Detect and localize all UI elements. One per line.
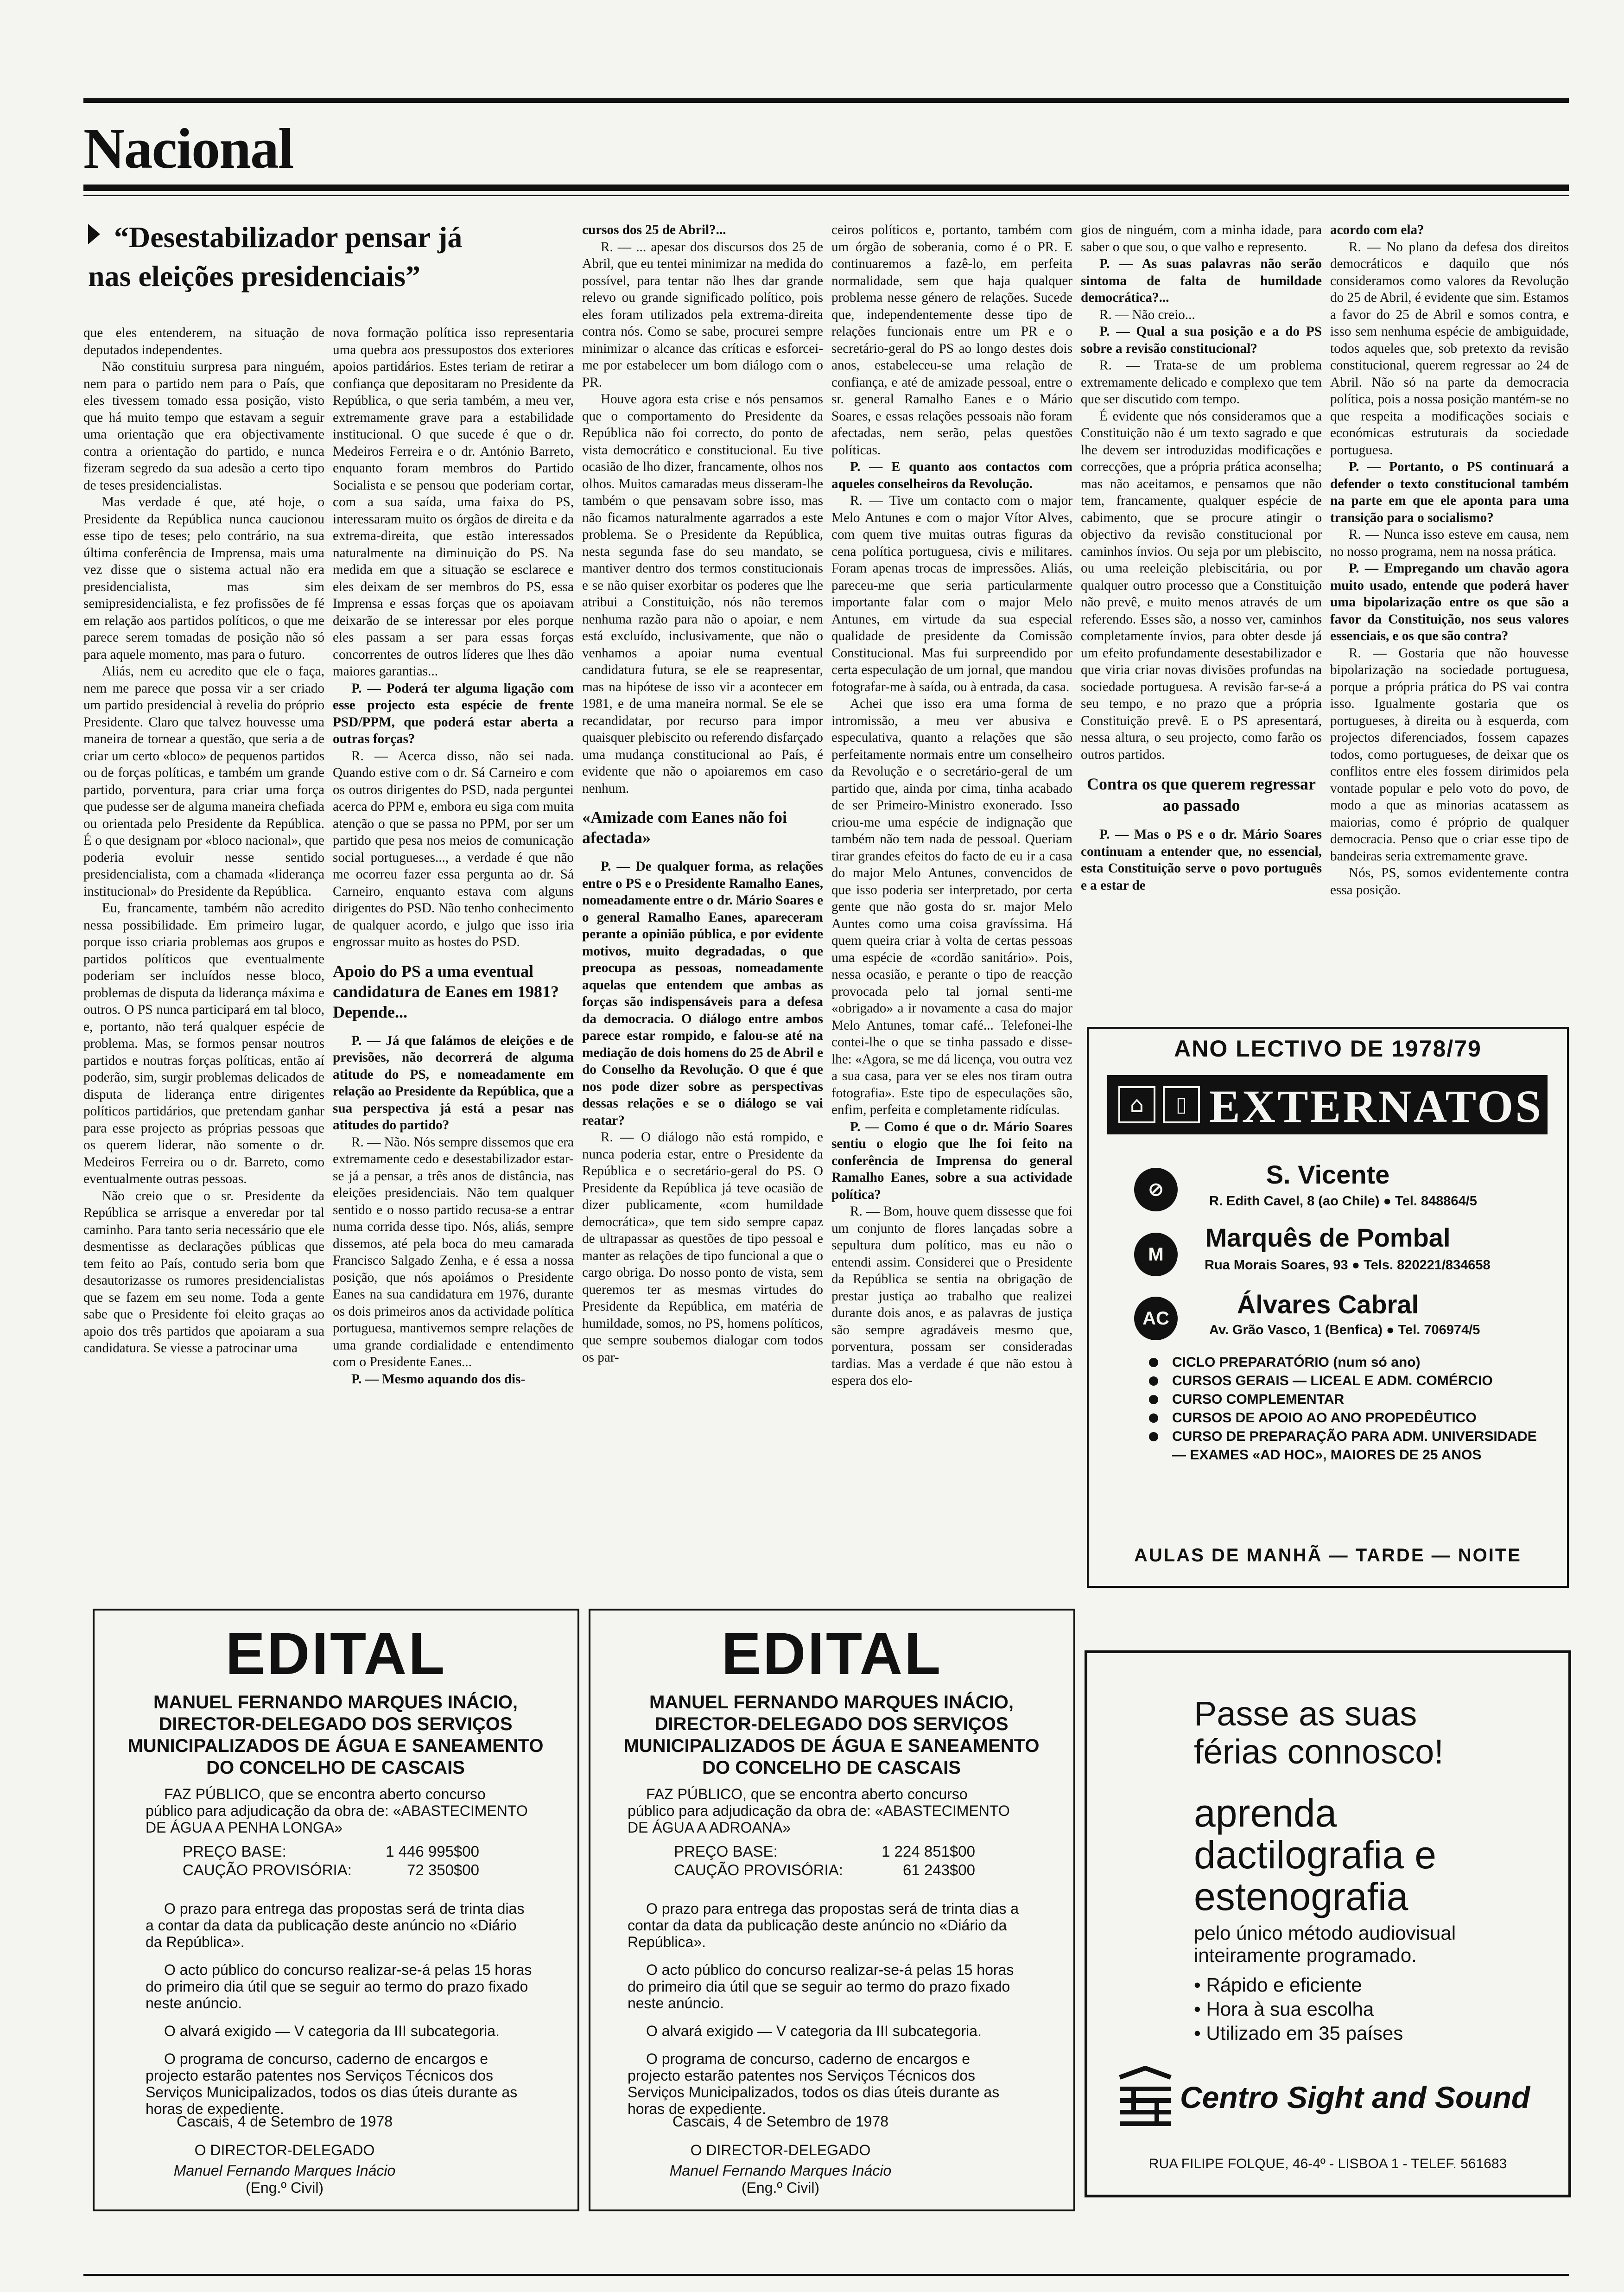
article-column-3: [582, 222, 823, 1575]
paragraph: Mas verdade é que, até hoje, o Presidente da República nunca caucionou esse tipo de teses; pelo contrário, na sua última conferência de Imprensa, mais uma vez disse que o sistema actual não era presidencialista, mas sim semipresidencialista, e fez profissões de fé em relação aos partidos políticos, o que me parece serem tomadas de posição não só para aquele momento, mas para o futuro.: [83, 495, 324, 662]
course-line: aprenda: [1194, 1791, 1337, 1835]
paragraph: R. — O diálogo não está rompido, e nunca poderia estar, entre o Presidente da República e o secretário-geral do PS. O Presidente da República já teve ocasião de dizer publicamente, «com humildade democrática», que tem sido sempre capaz de ultrapassar as questões de tipo pessoal e manter as relações de tipo funcional a que o cargo obriga. Do nosso ponto de vista, sem queremos ter as mesmas virtudes do Presidente da República, em matéria de humildade, somos, no PS, homens políticos, que sempre soubemos dialogar com todos os par-: [582, 1130, 823, 1365]
s-vicente-logo-icon: ⊘: [1134, 1168, 1178, 1211]
edital-footer: [637, 2111, 924, 2195]
externatos-ad: [1087, 1027, 1569, 1588]
edital-title: EDITAL: [721, 1621, 943, 1687]
course-line: estenografia: [1194, 1875, 1408, 1918]
paragraph: gios de ninguém, com a minha idade, para saber o que sou, o que valho e represento.: [1081, 223, 1322, 255]
paragraph: R. — ... apesar dos discursos dos 25 de Abril, que eu tentei minimizar na medida do possível, para tentar não lhes dar grande relevo ou grande significado político, pois eles foram utilizados pela extrema-direita contra nós. Como se sabe, procurei sempre minimizar o alcance das críticas e esforcei-me por estabelecer um bom diálogo com o PR.: [582, 239, 823, 390]
paragraph: É evidente que nós consideramos que a Constituição não é um texto sagrado e que lhe devem ser introduzidas modificações e correcções, que a própria prática aconselha; mas não aceitamos, e pensamos que não tem, francamente, qualquer espécie de cabimento, que se procure atingir o objectivo da revisão constitucional por caminhos ínvios. Ou seja por um plebiscito, ou uma reeleição plebiscitária, ou por qualquer outro processo que a Constituição não prevê, e muito menos através de um referendo. Esses são, a nosso ver, caminhos completamente ínvios, para obter desde já um efeito profundamente desestabilizador e que viria criar novas divisões profundas na sociedade portuguesa. A revisão far-se-á a seu tempo, e no prazo que a própria Constituição prevê. E o PS apresentará, nessa altura, o seu projecto, como farão os outros partidos.: [1081, 408, 1322, 762]
question: P. — Como é que o dr. Mário Soares sentiu o elogio que lhe foi feito na conferência de Imprensa do general Ramalho Eanes, sobre a sua actividade política?: [831, 1119, 1072, 1202]
paragraph: O prazo para entrega das propostas será de trinta dias a contar da data da publicação deste anúncio no «Diário da República».: [628, 1900, 1019, 1950]
article-column-5: [1081, 222, 1322, 1033]
edital-role: O DIRECTOR-DELEGADO: [690, 2142, 871, 2158]
list-item: • Hora à sua escolha: [1194, 1998, 1374, 2020]
question: P. — Qual a sua posição e a do PS sobre a revisão constitucional?: [1081, 324, 1322, 356]
paragraph: Nós, PS, somos evidentemente contra essa posição.: [1330, 866, 1569, 898]
question: P. — Empregando um chavão agora muito usado, entende que poderá haver uma bipolarização entre os que são a favor da Constituição, nos seus valores essenciais, e os que são contra?: [1330, 561, 1569, 643]
deposit-label: CAUÇÃO PROVISÓRIA:: [183, 1861, 352, 1878]
section-rule-thin: [83, 195, 1569, 196]
centro-bullets: [1194, 1973, 1403, 2045]
deposit-label: CAUÇÃO PROVISÓRIA:: [674, 1861, 843, 1878]
edital-body: [628, 1900, 1026, 2128]
price-label: PREÇO BASE:: [183, 1843, 286, 1860]
course-line: dactilografia e: [1194, 1833, 1436, 1877]
paragraph: O alvará exigido — V categoria da III subcategoria.: [164, 2023, 500, 2039]
question: cursos dos 25 de Abril?...: [582, 223, 726, 237]
book-logo-icon: ▯: [1163, 1086, 1200, 1123]
externatos-brand-band: [1107, 1075, 1548, 1134]
paragraph: R. — Nunca isso esteve em causa, nem no nosso programa, nem na nossa prática.: [1330, 527, 1569, 559]
paragraph: nova formação política isso representaria uma quebra aos pressupostos dos exteriores apoios partidários. Estes teriam de retirar a confiança que depositaram no Presidente da República, o que seria também, a meu ver, extremamente grave para a estabilidade institucional. O que sucede é que o dr. Medeiros Ferreira e o dr. António Barreto, enquanto foram membros do Partido Socialista e se pensou que poderiam cortar, com a sua saída, uma faixa do PS, interessaram muito os órgãos de direita e da extrema-direita, que estão interessados naturalmente na diminuição do PS. Na medida em que a situação se esclarece e eles deixam de ser membros do PS, essa Imprensa e essas forças que os apoiavam deixarão de se interessar por eles porque eles passam a ser para essas forças concorrentes de outros líderes que lhes dão maiores garantias...: [333, 325, 574, 679]
question: P. — Mas o PS e o dr. Mário Soares continuam a entender que, no essencial, esta Constituição serve o povo português e a estar de: [1081, 827, 1322, 893]
paragraph: O acto público do concurso realizar-se-á pelas 15 horas do primeiro dia útil que se seguir ao termo do prazo fixado neste anúncio.: [146, 1961, 532, 2012]
externatos-year: ANO LECTIVO DE 1978/79: [1174, 1036, 1482, 1062]
paragraph: O programa de concurso, caderno de encargos e projecto estarão patentes nos Serviços Técnicos dos Serviços Municipalizados, todos os dias úteis durante as horas de expediente.: [628, 2050, 1000, 2117]
headline-line: Passe as suas: [1194, 1694, 1417, 1733]
edital-heading: MANUEL FERNANDO MARQUES INÁCIO, DIRECTOR-DELEGADO DOS SERVIÇOS MUNICIPALIZADOS DE ÁGUA E SANEAMENTO DO CONCELHO DE CASCAIS: [623, 1692, 1040, 1778]
paragraph: O alvará exigido — V categoria da III subcategoria.: [646, 2023, 982, 2039]
deposit-value: 61 243$00: [903, 1861, 975, 1878]
question: P. — Portanto, o PS continuará a defender o texto constitucional também na parte em que ele aponta para uma transição para o socialismo?: [1330, 459, 1569, 525]
edital-footer: [141, 2111, 428, 2195]
paragraph: R. — Gostaria que não houvesse bipolarização na sociedade portuguesa, porque a própria prática do PS vai contra isso. Igualmente gostaria que os portugueses, à direita ou à esquerda, com projectos diferenciados, fossem capazes todos, como portugueses, de deixar que os conflitos entre eles fossem dirimidos pela vontade popular e pelo voto do povo, de modo a que as minorias acatassem as maiorias, como é próprio de qualquer democracia. Penso que o criar esse tipo de bandeiras seria extremamente grave.: [1330, 645, 1569, 864]
alvares-cabral-logo-icon: AC: [1134, 1297, 1178, 1340]
price-value: 1 446 995$00: [386, 1843, 479, 1860]
paragraph: Eu, francamente, também não acredito nessa possibilidade. Em primeiro lugar, porque isso criaria problemas aos grupos e partidos políticos que eventualmente poderiam ser incluídos nesse bloco, problemas de disputa da liderança máxima e outros. O PS nunca participará em tal bloco, e, portanto, não terá qualquer espécie de problema. Mas, se formos pensar noutros partidos e noutras forças políticas, então aí poderão, sim, surgir problemas delicados de disputa de liderança entre dirigentes políticos partidários, que pretendam ganhar para esse projecto as próprias pessoas que os querem liderar, não somente o dr. Medeiros Ferreira ou o dr. Barreto, como eventualmente outras pessoas.: [83, 901, 324, 1186]
edital-body: [146, 1900, 535, 2128]
triangle-marker-icon: [88, 224, 100, 244]
question: P. — Mesmo aquando dos dis-: [351, 1371, 526, 1387]
section-title: Nacional: [83, 117, 293, 180]
paragraph: O acto público do concurso realizar-se-á pelas 15 horas do primeiro dia útil que se seguir ao termo do prazo fixado neste anúncio.: [628, 1961, 1014, 2012]
top-rule: [83, 98, 1569, 103]
school-name: Álvares Cabral: [1237, 1290, 1419, 1319]
paragraph: ceiros políticos e, portanto, também com um órgão de soberania, como é o PR. E continuaremos a fazê-lo, em perfeita normalidade, sem que haja qualquer problema nesse género de relações. Sucede que, independentemente desse tipo de relações funcionais entre um PR e o secretário-geral do PS ao longo destes dois anos, estabeleceu-se uma relação de confiança, e até de amizade pessoal, entre o sr. general Ramalho Eanes e o Mário Soares, e essas relações pessoais não foram afectadas, nem serão, pelas questões políticas.: [831, 223, 1072, 458]
article-column-4: [831, 222, 1072, 1575]
paragraph: Não constituiu surpresa para ninguém, nem para o partido nem para o País, que eles tivessem tomado essa posição, visto que há muito tempo que estavam a seguir uma orientação que era objectivamente contra a orientação do partido, e nunca fizeram segredo da sua adesão a certo tipo de teses presidencialistas.: [83, 359, 324, 493]
subheading: «Amizade com Eanes não foi afectada»: [582, 808, 787, 847]
headline-line: férias connosco!: [1194, 1732, 1444, 1771]
centro-logo-icon: [1115, 2066, 1175, 2126]
question: P. — Poderá ter alguma ligação com esse projecto esta espécie de frente PSD/PPM, que poderá estar aberta a outras forças?: [333, 681, 574, 746]
centro-headline: [1194, 1695, 1444, 1771]
centro-method: [1194, 1922, 1456, 1967]
school-address: Rua Morais Soares, 93 ● Tels. 820221/834658: [1205, 1258, 1491, 1273]
school-address: Av. Grão Vasco, 1 (Benfica) ● Tel. 706974/5: [1209, 1323, 1480, 1337]
paragraph: R. — Não. Nós sempre dissemos que era extremamente cedo e desestabilizador estar-se já a pensar, a três anos de distância, nas eleições presidenciais. Não tem qualquer sentido e o nosso partido recusa-se a entrar numa corrida desse tipo. Nós, aliás, sempre dissemos, até pela boca do meu camarada Francisco Salgado Zenha, e é essa a nossa posição, que nós apoiámos o Presidente Eanes na sua candidatura em 1976, durante os dois primeiros anos da actividade política portuguesa, mantivemos sempre relações de uma grande cordialidade e entendimento com o Presidente Eanes...: [333, 1134, 574, 1369]
question: P. — E quanto aos contactos com aqueles conselheiros da Revolução.: [831, 459, 1072, 491]
paragraph: Aliás, nem eu acredito que ele o faça, nem me parece que possa vir a ser criado um partido presidencial à revelia do próprio Presidente. Claro que talvez houvesse uma maneira de tornear a questão, que seria a de criar um certo «bloco» de pequenos partidos ou de forças políticas, e também um grande partido, porventura, para criar uma força que pudesse ser de alguma maneira chefiada ou orientada pelo Presidente da República. É o que designam por «bloco nacional», que poderia evoluir nesse sentido presidencialista, com a chamada «liderança institucional» do Presidente da República.: [83, 664, 324, 899]
deposit-value: 72 350$00: [407, 1861, 479, 1878]
edital-price-table: [183, 1842, 479, 1879]
edital-ad-1: [93, 1609, 579, 2211]
paragraph: Não creio que o sr. Presidente da República se arrisque a enveredar por tal caminho. Para tanto seria necessário que ele desmentisse as declarações públicas que tem feito ao País, contudo seria bom que desautorizasse os rumores presidencialistas que se fazem em seu nome. Toda a gente sabe que o Presidente foi eleito graças ao apoio dos três partidos que apoiaram a sua candidatura. Se viesse a patrocinar uma: [83, 1188, 324, 1356]
edital-intro: FAZ PÚBLICO, que se encontra aberto concurso público para adjudicação da obra de: «ABASTECIMENTO DE ÁGUA A ADROANA»: [628, 1786, 1010, 1836]
paragraph: O prazo para entrega das propostas será de trinta dias a contar da data da publicação deste anúncio no «Diário da República».: [146, 1900, 525, 1950]
list-item: CURSOS DE APOIO AO ANO PROPEDÊUTICO: [1149, 1409, 1548, 1427]
edital-price-table: [674, 1842, 975, 1879]
centro-brand: Centro Sight and Sound: [1180, 2080, 1530, 2114]
list-item: CICLO PREPARATÓRIO (num só ano): [1149, 1353, 1548, 1372]
price-label: PREÇO BASE:: [674, 1843, 778, 1860]
question: P. — Já que falámos de eleições e de previsões, não decorrerá de alguma atitude do PS, e nomeadamente em relação ao Presidente da República, que a sua perspectiva já está a pesar nas atitudes do partido?: [333, 1033, 574, 1133]
section-rule: [83, 185, 1569, 191]
externatos-brand: EXTERNATOS: [1209, 1081, 1543, 1132]
price-value: 1 224 851$00: [882, 1843, 975, 1860]
article-column-6: [1330, 222, 1569, 1033]
paragraph: R. — Tive um contacto com o major Melo Antunes e com o major Vítor Alves, com quem tive muitas outras figuras da cena política portuguesa, civis e militares. Foram apenas trocas de impressões. Aliás, pareceu-me que seria particularmente importante falar com o major Melo Antunes, em virtude da sua especial qualidade de presidente da Comissão Constitucional. Mas fui surpreendido por certa especulação de um jornal, que mandou fotografar-me à saída, ou à entrada, da casa.: [831, 493, 1072, 694]
centro-sight-sound-ad: [1085, 1650, 1571, 2197]
centro-course-text: [1194, 1792, 1436, 1917]
article-column-2: [333, 325, 574, 1576]
edital-title: EDITAL: [225, 1621, 447, 1687]
paragraph: Achei que isso era uma forma de intromissão, a meu ver abusiva e especulativa, quanto a relações que são perfeitamente normais entre um conselheiro da Revolução e o secretário-geral de um partido que, ainda por cima, tinha acabado de ser Primeiro-Ministro exonerado. Isso criou-me uma espécie de indignação que também não tem nada de pessoal. Queriam tirar grandes efeitos do facto de eu ir a casa do major Melo Antunes, convencidos de que isso poderia ser interpretado, por certa gente que não gosta do sr. major Melo Auntes como uma coisa gravíssima. Há quem queira criar à volta de certas pessoas uma espécie de «cordão sanitário». Pois, nessa ocasião, e perante o tipo de reacção provocada pelo tal jornal senti-me «obrigado» a ir novamente a casa do major Melo Antunes, tomar café... Telefonei-lhe contei-lhe o que se tinha passado e disse-lhe: «Agora, se me dá licença, vou outra vez a sua casa, para ver se eles nos tiram outra fotografia». Este tipo de especulações são, enfim, perfeita e completamente ridículas.: [831, 696, 1072, 1117]
edital-role: O DIRECTOR-DELEGADO: [194, 2142, 375, 2158]
school-name: Marquês de Pombal: [1205, 1223, 1451, 1252]
school-address: R. Edith Cavel, 8 (ao Chile) ● Tel. 848864/5: [1209, 1194, 1477, 1209]
question: acordo com ela?: [1330, 223, 1424, 237]
edital-heading: MANUEL FERNANDO MARQUES INÁCIO, DIRECTOR-DELEGADO DOS SERVIÇOS MUNICIPALIZADOS DE ÁGUA E SANEAMENTO DO CONCELHO DE CASCAIS: [127, 1692, 544, 1778]
list-item: CURSO COMPLEMENTAR: [1149, 1390, 1548, 1409]
question: P. — De qualquer forma, as relações entre o PS e o Presidente Ramalho Eanes, nomeadamente entre o dr. Mário Soares e o general Ramalho Eanes, apareceram perante a opinião pública, e por evidente motivos, muito degradadas, o que preocupa as pessoas, nomeadamente aquelas que entendem que ambas as forças são indispensáveis para a defesa da democracia. O diálogo entre ambos parece estar rompido, e falou-se até na mediação de dois homens do 25 de Abril e do Conselho da Revolução. O que é que nos pode dizer sobre as perspectivas dessas relações e se o diálogo se vai reatar?: [582, 859, 823, 1128]
article-column-1: [83, 325, 324, 1576]
edital-credential: (Eng.º Civil): [741, 2179, 820, 2196]
paragraph: R. — Bom, houve quem dissesse que foi um conjunto de flores lançadas sobre a sepultura dum político, mas eu não o entendi assim. Considerei que o Presidente da República se sentia na obrigação de prestar justiça ao trabalho que realizei durante dois anos, e as palavras de justiça são sempre agradáveis mesmo que, porventura, possam ser consideradas tardias. Mas a verdade é que não estou à espera dos elo-: [831, 1204, 1072, 1388]
list-item: • Rápido e eficiente: [1194, 1974, 1362, 1996]
headline-line-2: nas eleições presidenciais”: [88, 260, 420, 293]
paragraph: R. — Acerca disso, não sei nada. Quando estive com o dr. Sá Carneiro e com os outros dirigentes do PSD, nada perguntei acerca do PPM e, embora eu siga com muita atenção o que se passa no PPM, por ser um partido que pesa nos meios de comunicação social portugueses..., a verdade é que não me ocorreu fazer essa pergunta ao dr. Sá Carneiro, enquanto estava com alguns dirigentes do PSD. Não tenho conhecimento de qualquer acordo, e julgo que isso iria engrossar muito as hostes do PSD.: [333, 748, 574, 949]
headline-line-1: “Desestabilizador pensar já: [114, 221, 463, 254]
method-line: inteiramente programado.: [1194, 1944, 1417, 1966]
owl-logo-icon: ⌂: [1118, 1086, 1155, 1123]
paragraph: que eles entenderem, na situação de deputados independentes.: [83, 325, 324, 357]
question: P. — As suas palavras não serão sintoma de falta de humildade democrática?...: [1081, 256, 1322, 305]
method-line: pelo único método audiovisual: [1194, 1922, 1456, 1944]
edital-signatory: Manuel Fernando Marques Inácio: [173, 2162, 396, 2179]
edital-date: Cascais, 4 de Setembro de 1978: [672, 2113, 889, 2130]
externatos-footer: AULAS DE MANHÃ — TARDE — NOITE: [1134, 1545, 1522, 1566]
edital-signatory: Manuel Fernando Marques Inácio: [669, 2162, 892, 2179]
centro-address: RUA FILIPE FOLQUE, 46-4º - LISBOA 1 - TELEF. 561683: [1148, 2156, 1507, 2171]
edital-credential: (Eng.º Civil): [245, 2179, 324, 2196]
list-item: • Utilizado em 35 países: [1194, 2022, 1403, 2044]
course-list: [1149, 1353, 1548, 1464]
subheading: Contra os que querem regressar ao passado: [1087, 775, 1316, 815]
school-name: S. Vicente: [1266, 1160, 1390, 1189]
edital-ad-2: [589, 1609, 1075, 2211]
list-item: CURSO DE PREPARAÇÃO PARA ADM. UNIVERSIDADE — EXAMES «AD HOC», MAIORES DE 25 ANOS: [1149, 1427, 1548, 1464]
paragraph: O programa de concurso, caderno de encargos e projecto estarão patentes nos Serviços Técnicos dos Serviços Municipalizados, todos os dias úteis durante as horas de expediente.: [146, 2050, 518, 2117]
list-item: CURSOS GERAIS — LICEAL E ADM. COMÉRCIO: [1149, 1372, 1548, 1390]
paragraph: R. — Trata-se de um problema extremamente delicado e complexo que tem que ser discutido com tempo.: [1081, 358, 1322, 407]
marques-logo-icon: M: [1134, 1233, 1178, 1276]
paragraph: R. — No plano da defesa dos direitos democráticos e daquilo que nós consideramos como valores da Revolução do 25 de Abril, é evidente que sim. Estamos a favor do 25 de Abril e somos contra, e isso sem nenhuma espécie de ambiguidade, todos aqueles que, sob pretexto da revisão constitucional, querem regressar ao 24 de Abril. Não só na parte da democracia política, pois a nossa posição mantém-se no que respeita a modificações sociais e económicas estruturais da sociedade portuguesa.: [1330, 239, 1569, 458]
paragraph: Houve agora esta crise e nós pensamos que o comportamento do Presidente da República não foi correcto, do ponto de vista democrático e constitucional. Eu tive ocasião de lho dizer, francamente, olhos nos olhos. Muitos camaradas meus disseram-lhe também o que pensavam sobre isso, mas não ficamos naturalmente agarrados a este problema. Se o Presidente da República, nesta segunda fase do seu mandato, se mantiver dentro dos termos constitucionais e se não quiser exorbitar os poderes que lhe atribui a Constituição, nós não teremos nenhuma razão para não o apoiar, e nem está excluído, inclusivamente, que não o venhamos a apoiar numa eventual candidatura futura, se ele se reapresentar, mas na hipótese de isso vir a acontecer em 1981, e de uma maneira normal. Se ele se recandidatar, por recurso para impor quaisquer plebiscito ou referendo disfarçado uma mudança constitucional ao País, é evidente que não o apoiaremos em caso nenhum.: [582, 392, 823, 796]
subheading: Apoio do PS a uma eventual candidatura de Eanes em 1981? Depende...: [333, 961, 559, 1021]
centro-brand-row: [1115, 2061, 1542, 2135]
article-headline: [88, 218, 598, 296]
edital-date: Cascais, 4 de Setembro de 1978: [176, 2113, 393, 2130]
paragraph: R. — Não creio...: [1099, 307, 1195, 322]
bottom-rule: [83, 2274, 1569, 2276]
edital-intro: FAZ PÚBLICO, que se encontra aberto concurso público para adjudicação da obra de: «ABASTECIMENTO DE ÁGUA A PENHA LONGA»: [146, 1786, 528, 1836]
